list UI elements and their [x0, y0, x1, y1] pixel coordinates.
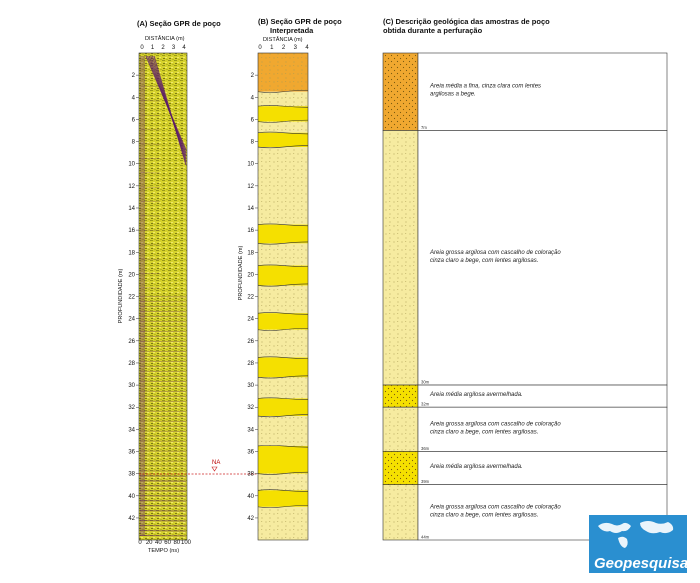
- well-log-layer-pattern: [383, 451, 418, 484]
- layer-description-text: Areia grossa argilosa com cascalho de coloração: [430, 504, 561, 511]
- depth-tick-label: 14: [247, 205, 254, 212]
- interpreted-layer-pattern: [258, 243, 308, 265]
- layer-description-text: argilosas a bege.: [430, 91, 476, 98]
- depth-tick-label: 22: [247, 294, 254, 301]
- distance-tick-label: 4: [305, 45, 309, 51]
- depth-tick-label: 2: [131, 73, 135, 80]
- panel-c: [383, 17, 667, 540]
- panel-b-title-line2: Interpretada: [270, 26, 314, 35]
- layer-description-text: Areia grossa argilosa com cascalho de coloração: [430, 249, 561, 256]
- interpreted-layers: [258, 53, 308, 540]
- well-log-layer-pattern: [383, 385, 418, 407]
- interpreted-layer-pattern: [258, 92, 308, 106]
- distance-tick-label: 3: [293, 45, 297, 51]
- depth-tick-label: 36: [247, 449, 254, 456]
- geopesquisa-logo: [589, 515, 688, 573]
- depth-tick-label: 6: [250, 117, 254, 124]
- depth-tick-label: 12: [247, 183, 254, 190]
- depth-tick-label: 10: [128, 161, 135, 168]
- depth-tick-label: 38: [128, 471, 135, 478]
- water-table-marker-icon: [212, 467, 217, 471]
- distance-tick-label: 0: [258, 45, 262, 51]
- panel-a-depth-ticks: [128, 73, 139, 522]
- depth-tick-label: 18: [128, 250, 135, 257]
- distance-tick-label: 1: [150, 45, 155, 51]
- interpreted-layer-pattern: [258, 507, 308, 540]
- layer-depth-label: 36m: [421, 445, 430, 451]
- distance-tick-label: 3: [171, 45, 176, 51]
- interpreted-layer-pattern: [258, 285, 308, 313]
- depth-tick-label: 36: [128, 449, 135, 456]
- depth-tick-label: 30: [247, 383, 254, 390]
- depth-tick-label: 30: [128, 383, 135, 390]
- interpreted-layer: [258, 133, 308, 147]
- interpreted-layer-pattern: [258, 122, 308, 133]
- well-log-layer-pattern: [383, 53, 418, 130]
- layer-description-text: Areia grossa argilosa com cascalho de coloração: [430, 421, 561, 428]
- interpreted-layer-pattern: [258, 377, 308, 398]
- layer-description-text: cinza claro a bege, com lentes argilosas.: [430, 257, 539, 264]
- distance-tick-label: 0: [140, 45, 144, 51]
- gpr-edge-band: [140, 56, 145, 536]
- well-log-layer-pattern: [383, 485, 418, 540]
- distance-tick-label: 4: [182, 45, 186, 51]
- depth-tick-label: 8: [131, 139, 135, 146]
- panel-b-depth-label: PROFUNDIDADE (m): [238, 245, 244, 301]
- depth-tick-label: 20: [247, 272, 254, 279]
- depth-tick-label: 4: [250, 95, 254, 102]
- water-table-label: NA: [212, 460, 221, 466]
- depth-tick-label: 42: [247, 515, 254, 522]
- interpreted-layer: [258, 106, 308, 121]
- depth-tick-label: 16: [128, 228, 135, 235]
- depth-tick-label: 40: [247, 493, 254, 500]
- depth-tick-label: 22: [128, 294, 135, 301]
- depth-tick-label: 24: [128, 316, 135, 323]
- interpreted-layer: [258, 313, 308, 330]
- depth-tick-label: 34: [128, 427, 135, 434]
- layer-depth-label: 44m: [421, 534, 430, 540]
- depth-tick-label: 26: [128, 338, 135, 345]
- interpreted-layer: [258, 398, 308, 416]
- depth-tick-label: 16: [247, 228, 254, 235]
- panel-a-top-ticks: [140, 45, 186, 51]
- depth-tick-label: 2: [250, 73, 254, 80]
- panel-a-depth-label: PROFUNDIDADE (m): [118, 268, 124, 324]
- time-tick-label: 80: [173, 540, 181, 546]
- layer-depth-label: 32m: [421, 401, 430, 407]
- logo-text: Geopesquisa: [594, 555, 689, 572]
- depth-tick-label: 28: [247, 360, 254, 367]
- panel-b-top-ticks: [258, 45, 309, 51]
- panel-b-distance-label: DISTÂNCIA (m): [263, 37, 303, 43]
- depth-tick-label: 20: [128, 272, 135, 279]
- well-log-layers: [383, 53, 667, 540]
- depth-tick-label: 42: [128, 515, 135, 522]
- depth-tick-label: 18: [247, 250, 254, 257]
- interpreted-layer-pattern: [258, 474, 308, 491]
- interpreted-layer-pattern: [258, 53, 308, 92]
- interpreted-layer: [258, 266, 308, 286]
- panel-a-distance-label: DISTÂNCIA (m): [145, 36, 185, 42]
- panel-b-depth-ticks: [247, 73, 258, 522]
- panel-a: [118, 19, 258, 554]
- layer-description-text: Areia média argilosa avermelhada.: [430, 392, 523, 399]
- interpreted-layer: [258, 446, 308, 474]
- panel-a-time-label: TEMPO (ns): [148, 548, 180, 554]
- depth-tick-label: 26: [247, 338, 254, 345]
- time-tick-label: 20: [145, 540, 153, 546]
- layer-depth-label: 30m: [421, 379, 430, 385]
- layer-depth-label: 39m: [421, 479, 430, 485]
- time-tick-label: 40: [155, 540, 162, 546]
- layer-depth-label: 7m: [421, 124, 427, 130]
- depth-tick-label: 28: [128, 360, 135, 367]
- depth-tick-label: 32: [247, 405, 254, 412]
- time-tick-label: 60: [164, 540, 171, 546]
- depth-tick-label: 32: [128, 405, 135, 412]
- layer-description-text: cinza claro a bege, com lentes argilosas.: [430, 429, 539, 436]
- depth-tick-label: 12: [128, 183, 135, 190]
- depth-tick-label: 38: [247, 471, 254, 478]
- interpreted-layer: [258, 225, 308, 244]
- layer-description-text: Areia média argilosa avermelhada.: [430, 464, 523, 471]
- depth-tick-label: 6: [131, 117, 135, 124]
- layer-description-text: cinza claro a bege, com lentes argilosas.: [430, 512, 539, 519]
- depth-tick-label: 34: [247, 427, 254, 434]
- well-log-layer-pattern: [383, 407, 418, 451]
- time-tick-label: 100: [180, 540, 192, 546]
- depth-tick-label: 10: [247, 161, 254, 168]
- interpreted-layer: [258, 357, 308, 377]
- interpreted-layer: [258, 490, 308, 507]
- interpreted-layer-pattern: [258, 330, 308, 358]
- depth-tick-label: 8: [250, 139, 254, 146]
- depth-tick-label: 14: [128, 205, 135, 212]
- distance-tick-label: 2: [281, 45, 286, 51]
- time-tick-label: 0: [138, 540, 142, 546]
- layer-description-text: Areia média a fina, cinza clara com lentes: [430, 83, 542, 90]
- distance-tick-label: 2: [161, 45, 165, 51]
- interpreted-layer-pattern: [258, 416, 308, 446]
- panel-a-bottom-ticks: [138, 540, 191, 546]
- panel-b-title-line1: (B) Seção GPR de poço: [258, 17, 342, 26]
- panel-c-title-line1: (C) Descrição geológica das amostras de poço: [383, 17, 550, 26]
- panel-c-title-line2: obtida durante a perfuração: [383, 26, 483, 35]
- depth-tick-label: 40: [128, 493, 135, 500]
- interpreted-layer-pattern: [258, 147, 308, 224]
- well-log-layer-pattern: [383, 130, 418, 385]
- panel-a-title: (A) Seção GPR de poço: [137, 19, 221, 28]
- depth-tick-label: 24: [247, 316, 254, 323]
- panel-b: [238, 17, 342, 540]
- distance-tick-label: 1: [270, 45, 274, 51]
- depth-tick-label: 4: [131, 95, 135, 102]
